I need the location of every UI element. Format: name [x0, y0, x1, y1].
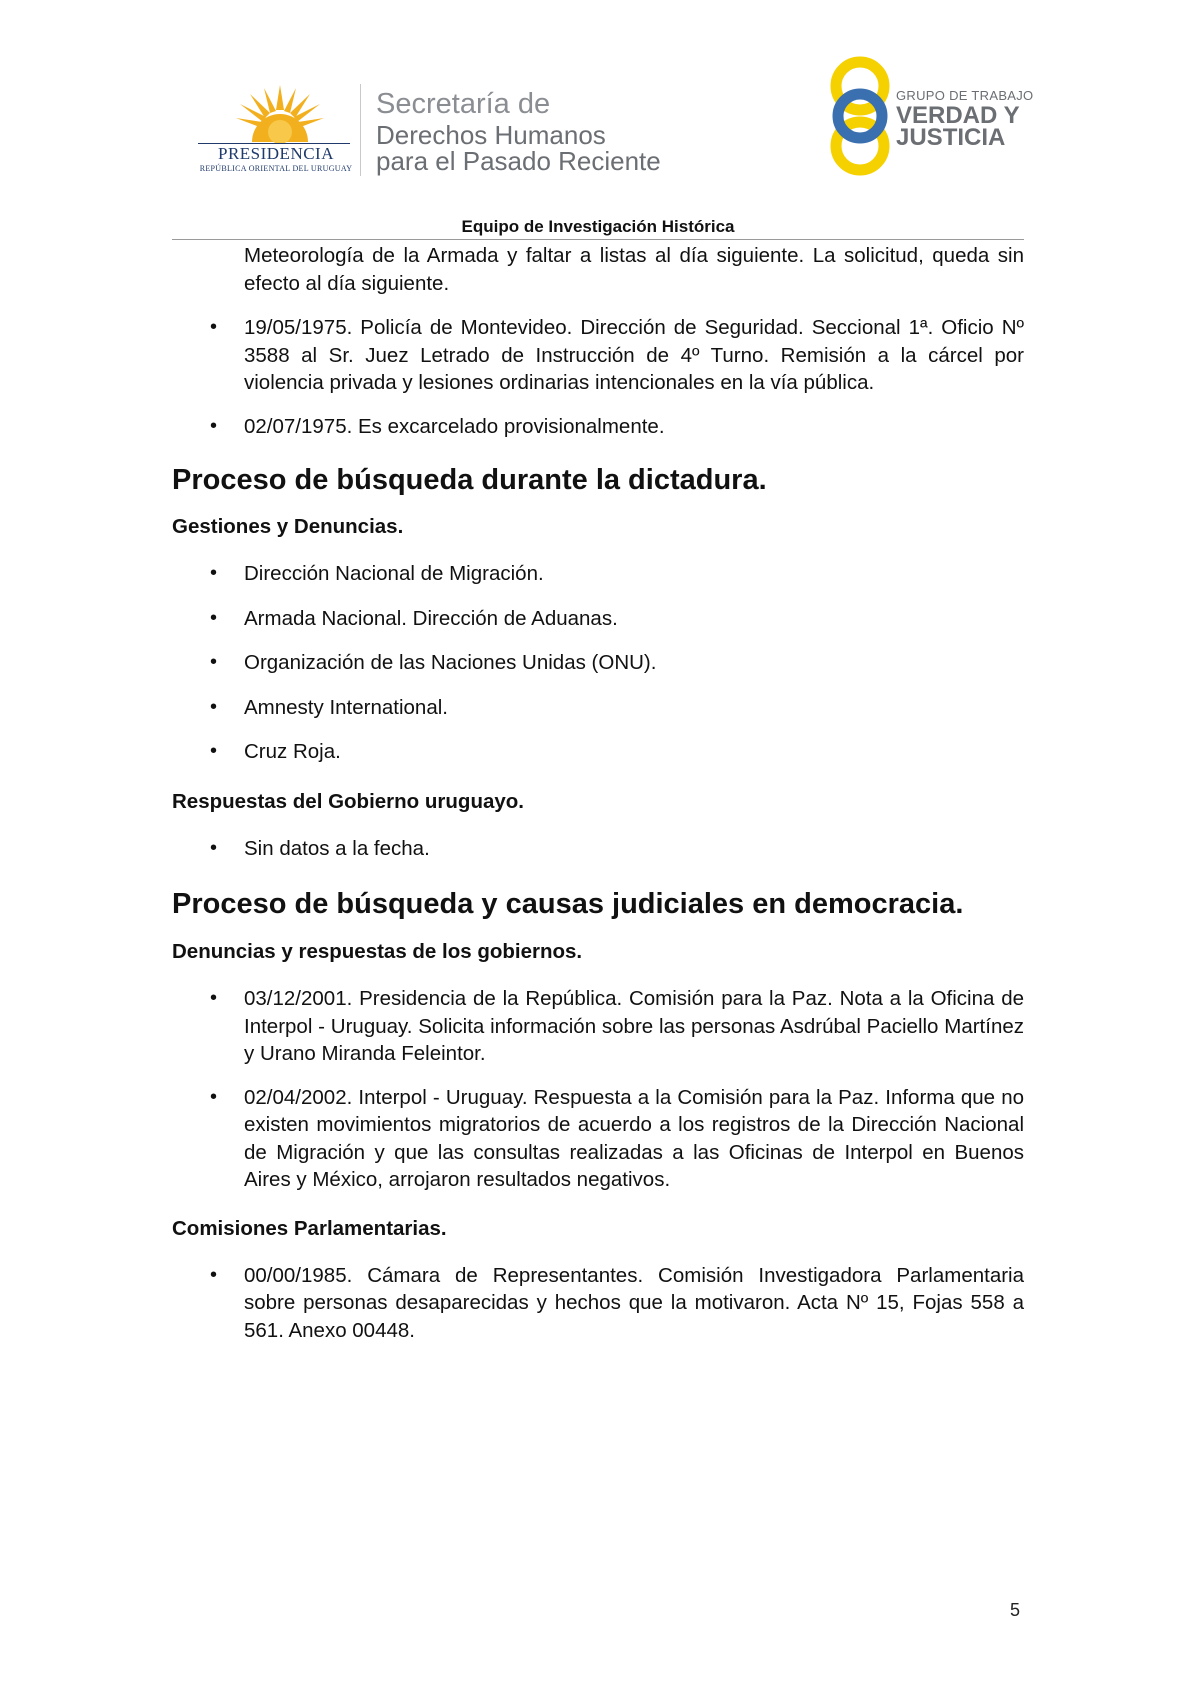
list-item-text: 02/04/2002. Interpol - Uruguay. Respuesta a la Comisión para la Paz. Informa que no existen movimientos migratorios de acuerdo a los registros de la Dirección Nacional de Migración y que las consultas realizadas a las Oficinas de Interpol en Buenos Aires y México, arrojaron resultados negativos.	[244, 1085, 1024, 1191]
secretaria-line-1: Secretaría de	[376, 88, 551, 120]
bullet-icon: •	[210, 740, 218, 762]
vyj-small-text: GRUPO DE TRABAJO	[896, 88, 1034, 103]
bullet-icon: •	[210, 695, 218, 718]
list-item	[172, 649, 1024, 677]
list-item	[172, 985, 1024, 1068]
list-item-text: 02/07/1975. Es excarcelado provisionalmente.	[244, 414, 665, 438]
list-item	[172, 694, 1024, 722]
denuncias-list	[172, 985, 1024, 1194]
gestiones-list	[172, 560, 1024, 766]
bullet-icon: •	[210, 987, 218, 1009]
list-item	[172, 605, 1024, 633]
bullet-icon: •	[210, 651, 218, 673]
page-header	[0, 0, 1190, 240]
subsection-heading: Denuncias y respuestas de los gobiernos.	[172, 940, 583, 963]
list-item	[172, 1084, 1024, 1194]
secretaria-line-2: Derechos Humanos	[376, 120, 606, 150]
page-number: 5	[1010, 1600, 1021, 1620]
list-item-text: Cruz Roja.	[244, 740, 341, 763]
list-item	[172, 314, 1024, 397]
comisiones-list	[172, 1262, 1024, 1345]
list-item	[172, 1262, 1024, 1345]
list-item-text: 00/00/1985. Cámara de Representantes. Comisión Investigadora Parlamentaria sobre personas desaparecidas y hechos que la motivaron. Acta Nº 15, Fojas 558 a 561. Anexo 00448.	[244, 1263, 1024, 1342]
header-divider	[360, 84, 361, 176]
verdad-justicia-rings-icon	[820, 54, 900, 180]
presidencia-logo-text: PRESIDENCIA	[217, 144, 334, 163]
list-item	[172, 835, 1024, 863]
list-item-text: Armada Nacional. Dirección de Aduanas.	[244, 606, 618, 630]
list-item-text: Organización de las Naciones Unidas (ONU).	[244, 651, 657, 674]
intro-bullet-list	[172, 314, 1024, 440]
bullet-icon: •	[210, 562, 218, 584]
presidencia-logo-subtitle: REPÚBLICA ORIENTAL DEL URUGUAY	[199, 164, 353, 173]
header-rule	[172, 239, 1024, 240]
section-heading: Proceso de búsqueda y causas judiciales en democracia.	[172, 888, 964, 920]
bullet-icon: •	[210, 414, 218, 437]
intro-continuation: Meteorología de la Armada y faltar a listas al día siguiente. La solicitud, queda sin efecto al día siguiente.	[244, 244, 1024, 295]
list-item-text: Dirección Nacional de Migración.	[244, 562, 544, 585]
secretaria-line-3: para el Pasado Reciente	[376, 146, 661, 176]
list-item	[172, 413, 1024, 441]
list-item	[172, 560, 1024, 588]
bullet-icon: •	[210, 1085, 218, 1108]
list-item-text: Sin datos a la fecha.	[244, 836, 430, 860]
list-item-text: Amnesty International.	[244, 695, 448, 719]
section-heading: Proceso de búsqueda durante la dictadura.	[172, 464, 767, 496]
list-item-text: 03/12/2001. Presidencia de la República. Comisión para la Paz. Nota a la Oficina de Interpol - Uruguay. Solicita información sobre las personas Asdrúbal Paciello Martínez y Urano Miranda Feleintor.	[244, 987, 1024, 1065]
document-body	[172, 242, 1024, 1344]
list-item-text: 19/05/1975. Policía de Montevideo. Dirección de Seguridad. Seccional 1ª. Oficio Nº 3588 al Sr. Juez Letrado de Instrucción de 4º Turno. Remisión a la cárcel por violencia privada y lesiones ordinarias intencionales en la vía pública.	[244, 316, 1024, 394]
bullet-icon: •	[210, 316, 218, 338]
respuestas-list	[172, 835, 1024, 863]
list-item	[172, 738, 1024, 766]
subsection-heading: Respuestas del Gobierno uruguayo.	[172, 789, 524, 813]
bullet-icon: •	[210, 606, 218, 629]
team-title: Equipo de Investigación Histórica	[461, 217, 735, 236]
subsection-heading: Comisiones Parlamentarias.	[172, 1216, 447, 1240]
bullet-icon: •	[210, 836, 218, 859]
subsection-heading: Gestiones y Denuncias.	[172, 515, 404, 538]
vyj-title-line-2: JUSTICIA	[896, 124, 1006, 151]
sun-logo-icon	[230, 80, 330, 150]
vyj-title-line-1: VERDAD Y	[896, 102, 1020, 129]
bullet-icon: •	[210, 1263, 218, 1286]
